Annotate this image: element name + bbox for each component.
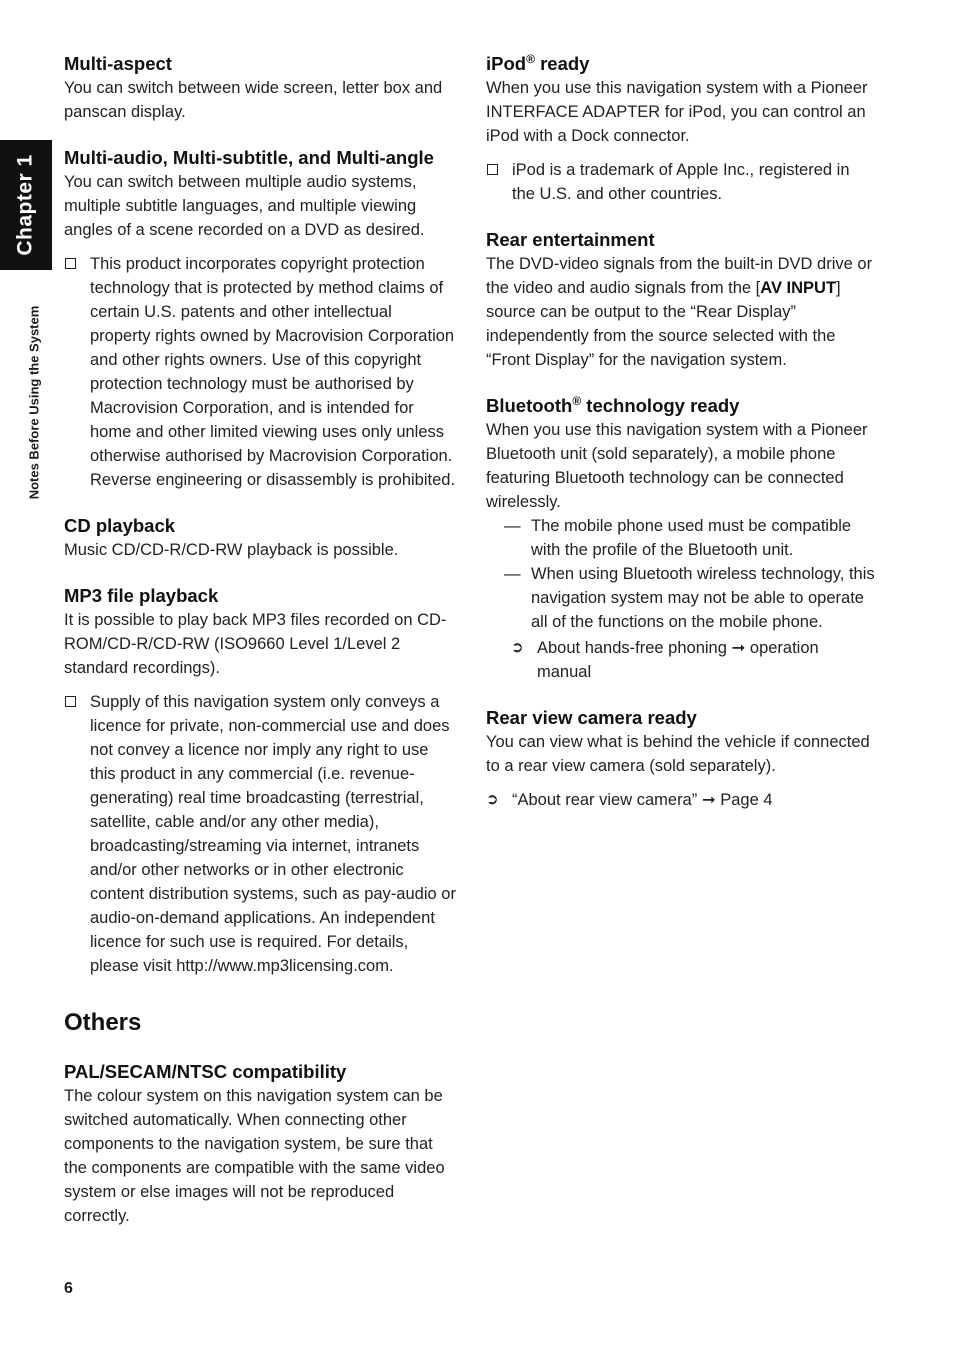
dash-marker: —: [504, 517, 521, 535]
heading-multi-aspect: Multi-aspect: [64, 53, 172, 74]
registered-mark: ®: [526, 51, 535, 66]
heading-rear-entertainment: Rear entertainment: [486, 229, 655, 250]
section-rear-camera: [486, 706, 876, 812]
dash-item-functions-text: When using Bluetooth wireless technology, this navigation system may not be able to operate all of the functions on the mobile phone.: [531, 565, 875, 631]
note-mp3-licence: [64, 690, 456, 978]
reference-arrow-icon: ➲: [511, 639, 524, 656]
body-bluetooth: When you use this navigation system with a Pioneer Bluetooth unit (sold separately), a mobile phone featuring Bluetooth technology can be connected wirelessly.: [486, 421, 868, 511]
heading-bluetooth-main: Bluetooth: [486, 395, 573, 416]
reference-arrow-icon: ➲: [486, 791, 499, 808]
heading-mp3-playback: MP3 file playback: [64, 585, 219, 606]
note-mp3-licence-text: Supply of this navigation system only conveys a licence for private, non-commercial use and does not convey a licence nor imply any right to use this product in any commercial (i.e. revenue-generating) real time broadcasting (terrestrial, satellite, cable and/or any other media), broadcasting/streaming via internet, intranets and/or other networks or in other electronic content distribution systems, such as pay-audio or audio-on-demand applications. An independent licence for such use is required. For details, please visit http://www.mp3licensing.com.: [90, 693, 456, 975]
section-pal-secam: [64, 1060, 456, 1228]
dash-item-compatibility-text: The mobile phone used must be compatible with the profile of the Bluetooth unit.: [531, 517, 852, 559]
ref-rear-camera-text: “About rear view camera” ➞ Page 4: [512, 791, 773, 809]
section-side-label-wrap: [22, 282, 46, 522]
ref-rear-camera: [486, 788, 876, 812]
heading-bluetooth-rest: technology ready: [581, 395, 740, 416]
section-side-label: Notes Before Using the System: [26, 305, 42, 499]
body-rear-camera: You can view what is behind the vehicle if connected to a rear view camera (sold separately).: [486, 733, 870, 775]
section-others: [64, 1008, 456, 1038]
body-rear-entertainment-1: The DVD-video signals from the built-in DVD drive or the video and audio signals from the [: [486, 255, 873, 297]
body-multi-aspect: You can switch between wide screen, letter box and panscan display.: [64, 79, 443, 121]
section-multi-aspect: [64, 52, 456, 124]
heading-multi-audio: Multi-audio, Multi-subtitle, and Multi-angle: [64, 147, 434, 168]
body-ipod: When you use this navigation system with a Pioneer INTERFACE ADAPTER for iPod, you can control an iPod with a Dock connector.: [486, 79, 868, 145]
heading-ipod-rest: ready: [534, 53, 590, 74]
note-ipod-trademark: [486, 158, 876, 206]
note-macrovision: [64, 252, 456, 492]
heading-pal-secam: PAL/SECAM/NTSC compatibility: [64, 1061, 347, 1082]
section-cd-playback: [64, 514, 456, 562]
ref-hands-free-text: About hands-free phoning ➞ operation manual: [537, 639, 819, 681]
body-mp3-playback: It is possible to play back MP3 files recorded on CD-ROM/CD-R/CD-RW (ISO9660 Level 1/Level 2 standard recordings).: [64, 611, 447, 677]
heading-bluetooth: [486, 394, 876, 418]
section-rear-entertainment: [486, 228, 876, 372]
note-macrovision-text: This product incorporates copyright protection technology that is protected by method claims of certain U.S. patents and other intellectual property rights owned by Macrovision Corporation and other rights owners. Use of this copyright protection technology must be authorised by Macrovision Corporation, and is intended for home and other limited viewing uses only unless otherwise authorised by Macrovision Corporation. Reverse engineering or disassembly is prohibited.: [90, 255, 456, 489]
note-checkbox-icon: [65, 258, 76, 269]
note-checkbox-icon: [487, 164, 498, 175]
note-ipod-trademark-text: iPod is a trademark of Apple Inc., registered in the U.S. and other countries.: [512, 161, 850, 203]
body-multi-audio: You can switch between multiple audio systems, multiple subtitle languages, and multiple viewing angles of a scene recorded on a DVD as desired.: [64, 173, 425, 239]
dash-marker: —: [504, 565, 521, 583]
heading-ipod-main: iPod: [486, 53, 527, 74]
heading-rear-camera: Rear view camera ready: [486, 707, 697, 728]
section-multi-audio: [64, 146, 456, 492]
section-mp3-playback: [64, 584, 456, 978]
heading-others: Others: [64, 1009, 142, 1036]
section-ipod: [486, 52, 876, 206]
left-column: [64, 52, 456, 1228]
body-cd-playback: Music CD/CD-R/CD-RW playback is possible.: [64, 541, 399, 559]
body-pal-secam: The colour system on this navigation system can be switched automatically. When connecting other components to the navigation system, be sure that the components are compatible with the same video system or else images will not be reproduced correctly.: [64, 1087, 445, 1225]
right-column: [486, 52, 876, 812]
dash-item-functions: [486, 562, 876, 634]
heading-cd-playback: CD playback: [64, 515, 176, 536]
heading-ipod: [486, 52, 876, 76]
body-rear-entertainment: [486, 252, 876, 372]
ref-hands-free: [486, 636, 876, 684]
chapter-tab-label-wrap: [0, 140, 52, 270]
dash-item-compatibility: [486, 514, 876, 562]
registered-mark: ®: [572, 393, 582, 408]
page-number: 6: [64, 1280, 73, 1297]
av-input-label: AV INPUT: [760, 279, 837, 297]
section-bluetooth: [486, 394, 876, 684]
body-rear-entertainment-2: ] source can be output to the “Rear Display” independently from the source selected with the “Front Display” for the navigation system.: [486, 279, 841, 369]
note-checkbox-icon: [65, 696, 76, 707]
chapter-label: Chapter 1: [14, 154, 38, 256]
